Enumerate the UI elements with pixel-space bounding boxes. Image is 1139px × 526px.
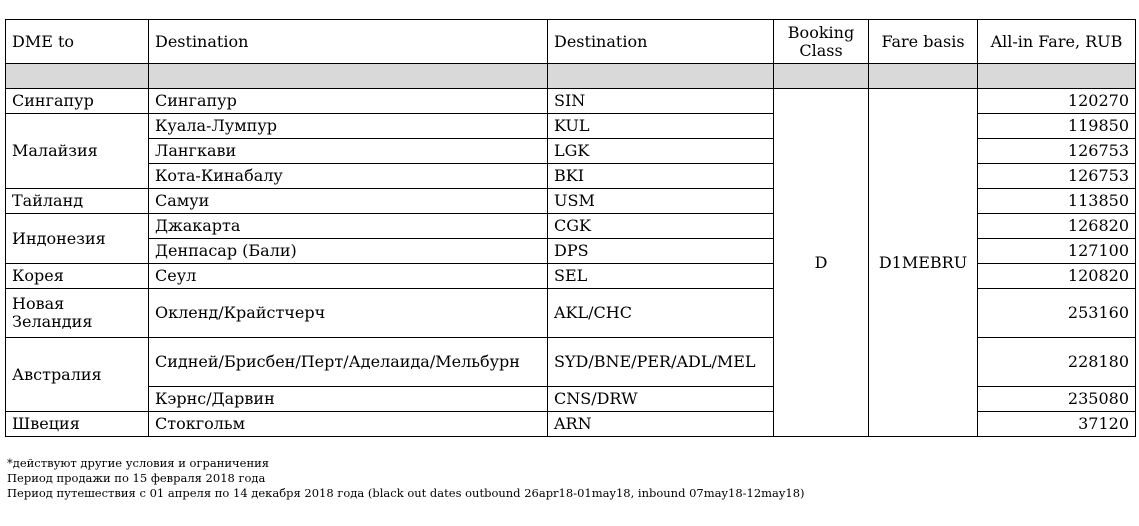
code-cell: CGK: [548, 214, 774, 239]
city-cell: Самуи: [149, 189, 548, 214]
header-destination-city: Destination: [149, 20, 548, 64]
code-cell: LGK: [548, 139, 774, 164]
fare-cell: 127100: [978, 239, 1136, 264]
country-cell: Швеция: [6, 412, 149, 437]
code-cell: SIN: [548, 89, 774, 114]
code-cell: SEL: [548, 264, 774, 289]
country-cell: Новая Зеландия: [6, 289, 149, 338]
city-cell: Кота-Кинабалу: [149, 164, 548, 189]
code-cell: USM: [548, 189, 774, 214]
fare-cell: 126753: [978, 139, 1136, 164]
fare-cell: 113850: [978, 189, 1136, 214]
city-cell: Стокгольм: [149, 412, 548, 437]
note-travel-period: Период путешествия с 01 апреля по 14 декабря 2018 года (black out dates outbound 26apr18-01may18, inbound 07may18-12may18): [7, 486, 805, 500]
code-cell: KUL: [548, 114, 774, 139]
header-all-in-fare: All-in Fare, RUB: [978, 20, 1136, 64]
note-sale-period: Период продажи по 15 февраля 2018 года: [7, 471, 266, 485]
city-cell: Кэрнс/Дарвин: [149, 387, 548, 412]
grey-separator-row: [6, 64, 1136, 89]
header-booking-class: Booking Class: [774, 20, 869, 64]
fare-cell: 228180: [978, 338, 1136, 387]
city-cell: Сингапур: [149, 89, 548, 114]
city-cell: Лангкави: [149, 139, 548, 164]
country-cell: Сингапур: [6, 89, 149, 114]
table-row: [6, 89, 1136, 114]
country-cell: Корея: [6, 264, 149, 289]
header-dme-to: DME to: [6, 20, 149, 64]
code-cell: ARN: [548, 412, 774, 437]
header-destination-code: Destination: [548, 20, 774, 64]
fares-table: [5, 19, 1136, 437]
country-cell: Индонезия: [6, 214, 149, 264]
code-cell: AKL/CHC: [548, 289, 774, 338]
country-cell: Малайзия: [6, 114, 149, 189]
header-fare-basis: Fare basis: [869, 20, 978, 64]
note-conditions: *действуют другие условия и ограничения: [7, 456, 270, 470]
city-cell: Денпасар (Бали): [149, 239, 548, 264]
fare-cell: 120270: [978, 89, 1136, 114]
fare-cell: 235080: [978, 387, 1136, 412]
fare-cell: 126753: [978, 164, 1136, 189]
fare-cell: 119850: [978, 114, 1136, 139]
fare-basis-cell: D1MEBRU: [869, 89, 978, 437]
city-cell: Окленд/Крайстчерч: [149, 289, 548, 338]
city-cell: Сидней/Брисбен/Перт/Аделаида/Мельбурн: [149, 338, 548, 387]
fare-cell: 253160: [978, 289, 1136, 338]
footnotes: [7, 456, 805, 501]
country-cell: Австралия: [6, 338, 149, 412]
fare-cell: 120820: [978, 264, 1136, 289]
code-cell: SYD/BNE/PER/ADL/MEL: [548, 338, 774, 387]
fare-cell: 126820: [978, 214, 1136, 239]
code-cell: CNS/DRW: [548, 387, 774, 412]
booking-class-cell: D: [774, 89, 869, 437]
city-cell: Сеул: [149, 264, 548, 289]
city-cell: Куала-Лумпур: [149, 114, 548, 139]
header-row: [6, 20, 1136, 64]
code-cell: BKI: [548, 164, 774, 189]
city-cell: Джакарта: [149, 214, 548, 239]
fare-cell: 37120: [978, 412, 1136, 437]
code-cell: DPS: [548, 239, 774, 264]
country-cell: Тайланд: [6, 189, 149, 214]
